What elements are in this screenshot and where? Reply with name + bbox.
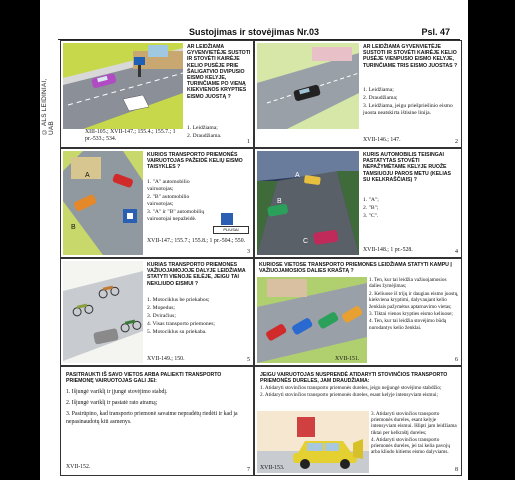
question-2-reference: XVII-146.; 147. xyxy=(363,137,401,143)
question-4-number: 4 xyxy=(455,249,458,255)
question-6-number: 6 xyxy=(455,357,458,363)
question-8-options-side xyxy=(371,411,459,456)
question-5-options xyxy=(147,297,251,337)
question-3-text: KURIOS TRANSPORTO PRIEMONĖS VAIRUOTOJAS PAŽEIDĖ KELIŲ EISMO TAISYKLES ? xyxy=(147,152,243,171)
option-1-1[interactable]: 1. Leidžiama; xyxy=(187,125,218,131)
option-5-5[interactable]: 5. Motociklus su priekaba. xyxy=(147,329,207,335)
question-3-options xyxy=(147,179,209,224)
question-card-1 xyxy=(60,40,254,148)
plate-sign-label: PLIUSAI xyxy=(213,226,249,234)
option-6-4[interactable]: 4. Ten, kur tai leidžia stovėjimo būdą nurodantys kelio ženklai. xyxy=(369,318,447,331)
question-2-options xyxy=(363,87,459,118)
question-4-illustration xyxy=(257,151,359,255)
night-road-image xyxy=(257,151,359,255)
question-6-reference: XVII-151. xyxy=(335,356,360,362)
question-2-illustration xyxy=(257,43,359,129)
option-4-2[interactable]: 2. "B"; xyxy=(363,205,379,211)
question-card-2 xyxy=(254,40,462,148)
question-6-options xyxy=(369,277,459,332)
question-8-illustration xyxy=(257,411,369,473)
option-6-2[interactable]: 2. Keliuose iš trijų ir daugiau eismo juostų, kiekviena kryptimi, dalyvaujant kelio ženklais pažymėtus aptarnavimo vietas; xyxy=(369,290,459,310)
label-a: A xyxy=(85,172,90,179)
question-4-text: KURIS AUTOMOBILIS TEISINGAI PASTATYTAS STOVĖTI NEPAŽYMĖTAME KELYJE RUOŽE TAMSIUOJU PAROS METU (KELIAS SU KELKRAŠČIAIS) ? xyxy=(363,152,451,183)
question-7-options xyxy=(66,389,250,427)
question-card-5 xyxy=(60,258,254,366)
option-5-2[interactable]: 2. Mopedus; xyxy=(147,305,175,311)
option-3-3[interactable]: 3. "A" ir "B" automobilių vairuotojai nepažeidė. xyxy=(147,209,205,222)
option-6-1[interactable]: 1. Ten, kur tai leidžia važiuojamosios dalies žymėjimas; xyxy=(369,277,447,290)
question-1-illustration xyxy=(63,43,183,129)
question-3-illustration xyxy=(63,151,143,255)
option-4-3[interactable]: 3. "C". xyxy=(363,213,379,219)
option-7-1[interactable]: 1. Išjungė variklį ir įjungė stovėjimo stabdį. xyxy=(66,389,168,395)
question-card-3 xyxy=(60,148,254,258)
open-door-car-image xyxy=(257,411,369,473)
question-7-text: PASITRAUKTI IŠ SAVO VIETOS ARBA PALIEKTI TRANSPORTO PRIEMONĘ VAIRUOTOJAS GALI JEI: xyxy=(66,372,222,385)
street-scene-image xyxy=(63,43,183,129)
question-card-7 xyxy=(60,366,254,476)
option-8-3[interactable]: 3. Atidaryti stovinčios transporto priemonės dureles, esant kelyje intensyviam eismui. Išlipti jam leidžiama tiktai per kelkraštį dureles; xyxy=(371,411,457,436)
question-5-reference: XVII-149.; 150. xyxy=(147,356,185,362)
question-1-options xyxy=(187,125,251,141)
question-card-6 xyxy=(254,258,462,366)
question-card-8 xyxy=(254,366,462,476)
label-b: B xyxy=(277,198,282,205)
one-way-road-image xyxy=(257,43,359,129)
question-1-reference: XIII-105.; XVII-147.; 155.4.; 155.7.; 1 pr.-533.; 534. xyxy=(85,129,176,142)
intersection-scene-image xyxy=(63,151,143,255)
copyright-sidebar: © ALS LEIDINIAI, UAB xyxy=(41,78,55,135)
option-6-3[interactable]: 3. Tiktai vienos krypties eismo keliuose; xyxy=(369,311,453,318)
question-8-text: JEIGU VAIRUOTOJAS NUSPRENDĖ ATIDARYTI STOVINČIOS TRANSPORTO PRIEMONĖS DURELES, JAM DRAUDŽIAMA: xyxy=(260,372,448,385)
question-7-number: 7 xyxy=(247,467,250,473)
question-1-number: 1 xyxy=(247,139,250,145)
question-1-text: AR LEIDŽIAMA GYVENVIETĖJE SUSTOTI IR STOVĖTI KAIRĖJE KELIO PUSĖJE PRIE ŠALIGATVIO DVIPUSIO EISMO KELYJE, TURINČIAME PO VIENĄ KIEKVIENOS KRYPTIES EISMO JUOSTĄ ? xyxy=(187,44,251,100)
option-2-3[interactable]: 3. Leidžiama, jeigu priešpriešinio eismo juosta neatskirta ištisine linija. xyxy=(363,103,453,116)
question-3-reference: XVII-147.; 155.7.; 155.8.; 1 pr.-504.; 550. xyxy=(147,238,246,244)
question-8-reference: XVII-153. xyxy=(260,465,285,471)
question-5-illustration xyxy=(63,261,143,363)
parked-vehicles-image xyxy=(63,261,143,363)
question-card-4 xyxy=(254,148,462,258)
label-c: C xyxy=(303,238,309,245)
question-4-options xyxy=(363,197,459,221)
question-6-text: KURIOSE VIETOSE TRANSPORTO PRIEMONES LEIDŽIAMA STATYTI KAMPU Į VAŽIUOJAMOSIOS DALIES KRAŠTĄ ? xyxy=(259,262,452,275)
option-1-2[interactable]: 2. Draudžiama. xyxy=(187,133,222,139)
question-8-options-top xyxy=(260,385,458,399)
option-3-1[interactable]: 1. "A" automobilio vairuotojas; xyxy=(147,179,190,192)
question-2-number: 2 xyxy=(455,139,458,145)
option-7-2[interactable]: 2. Išjungė variklį ir pastatė rato atramą; xyxy=(66,400,158,407)
question-3-number: 3 xyxy=(247,249,250,255)
page-number: Psl. 47 xyxy=(421,27,450,37)
question-8-number: 8 xyxy=(455,467,458,473)
option-4-1[interactable]: 1. "A"; xyxy=(363,197,379,203)
option-7-3[interactable]: 3. Pasirūpino, kad transporto priemonė savaime nepradėtų riedėti ir kad ja nepasinaudotų kiti asmenys. xyxy=(66,411,238,425)
question-4-reference: XVII-148.; 1 pr.-528. xyxy=(363,247,413,253)
angled-parking-image xyxy=(257,277,367,363)
option-5-3[interactable]: 3. Dviračius; xyxy=(147,313,176,319)
question-7-reference: XVII-152. xyxy=(66,464,91,470)
label-a: A xyxy=(295,172,300,179)
question-6-illustration xyxy=(257,277,367,363)
question-5-text: KURIAS TRANSPORTO PRIEMONES VAŽIUOJAMOJOJE DALYJE LEIDŽIAMA STATYTI VIENOJE EILĖJE, JEIGU TAI NEKLIUDO EISMUI ? xyxy=(147,262,246,287)
parking-sign xyxy=(211,213,251,233)
option-5-4[interactable]: 4. Visas transporto priemones; xyxy=(147,321,215,327)
page-title: Sustojimas ir stovėjimas Nr.03 xyxy=(188,27,320,37)
label-b: B xyxy=(71,224,76,231)
option-8-2[interactable]: 2. Atidaryti stovinčios transporto priemonės dureles, esant kelyje intensyviam eismui; xyxy=(260,392,438,399)
question-5-number: 5 xyxy=(247,357,250,363)
option-5-1[interactable]: 1. Motociklus be priekabos; xyxy=(147,297,210,303)
document-page xyxy=(40,0,468,480)
option-8-1[interactable]: 1. Atidaryti stovinčios transporto priemonės dureles, jeigu neįjungė stovėjimo stabdžio; xyxy=(260,385,442,391)
option-3-2[interactable]: 2. "B" automobilio vairuotojas; xyxy=(147,194,190,207)
question-2-text: AR LEIDŽIAMA GYVENVIETĖJE SUSTOTI IR STOVĖTI KAIRĖJE KELIO PUSĖJE VIENPUSIO EISMO KELYJE, TURINČIAME TRIS EISMO JUOSTAS ? xyxy=(363,44,458,69)
option-2-1[interactable]: 1. Leidžiama; xyxy=(363,87,394,93)
option-2-2[interactable]: 2. Draudžiama; xyxy=(363,95,398,101)
option-8-4[interactable]: 4. Atidaryti stovinčios transporto priemonės dureles, jei tai kelia pavojų arba kliudo kitiems eismo dalyviams. xyxy=(371,436,450,456)
